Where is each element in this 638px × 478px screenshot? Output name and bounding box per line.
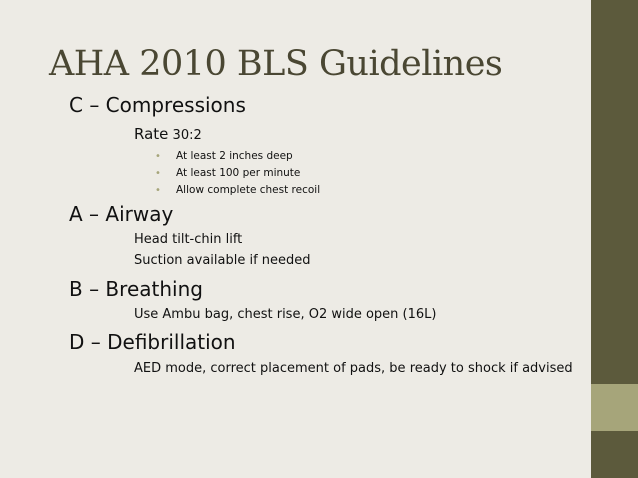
list-item (155, 165, 320, 182)
bullet-icon: • (155, 185, 161, 196)
compressions-bullet-list (155, 148, 320, 199)
slide-title: AHA 2010 BLS Guidelines (49, 44, 503, 84)
compressions-rate (134, 125, 202, 145)
bullet-icon: • (155, 151, 161, 162)
section-heading-defibrillation: D – Defibrillation (69, 330, 236, 354)
breathing-item: Use Ambu bag, chest rise, O2 wide open (16L) (134, 307, 437, 322)
defibrillation-item: AED mode, correct placement of pads, be ready to shock if advised (134, 361, 573, 376)
section-heading-breathing: B – Breathing (69, 277, 203, 301)
list-item (155, 148, 320, 165)
airway-item: Suction available if needed (134, 253, 311, 268)
list-item (155, 182, 320, 199)
bullet-text: At least 100 per minute (176, 167, 301, 179)
section-heading-compressions: C – Compressions (69, 93, 246, 117)
rate-label: Rate (134, 125, 169, 143)
rate-value: 30:2 (172, 128, 202, 143)
bullet-text: At least 2 inches deep (176, 150, 293, 162)
bullet-icon: • (155, 168, 161, 179)
airway-item: Head tilt-chin lift (134, 232, 243, 247)
section-heading-airway: A – Airway (69, 202, 174, 226)
bullet-text: Allow complete chest recoil (176, 184, 321, 196)
decorative-sidebar-accent (591, 384, 638, 431)
